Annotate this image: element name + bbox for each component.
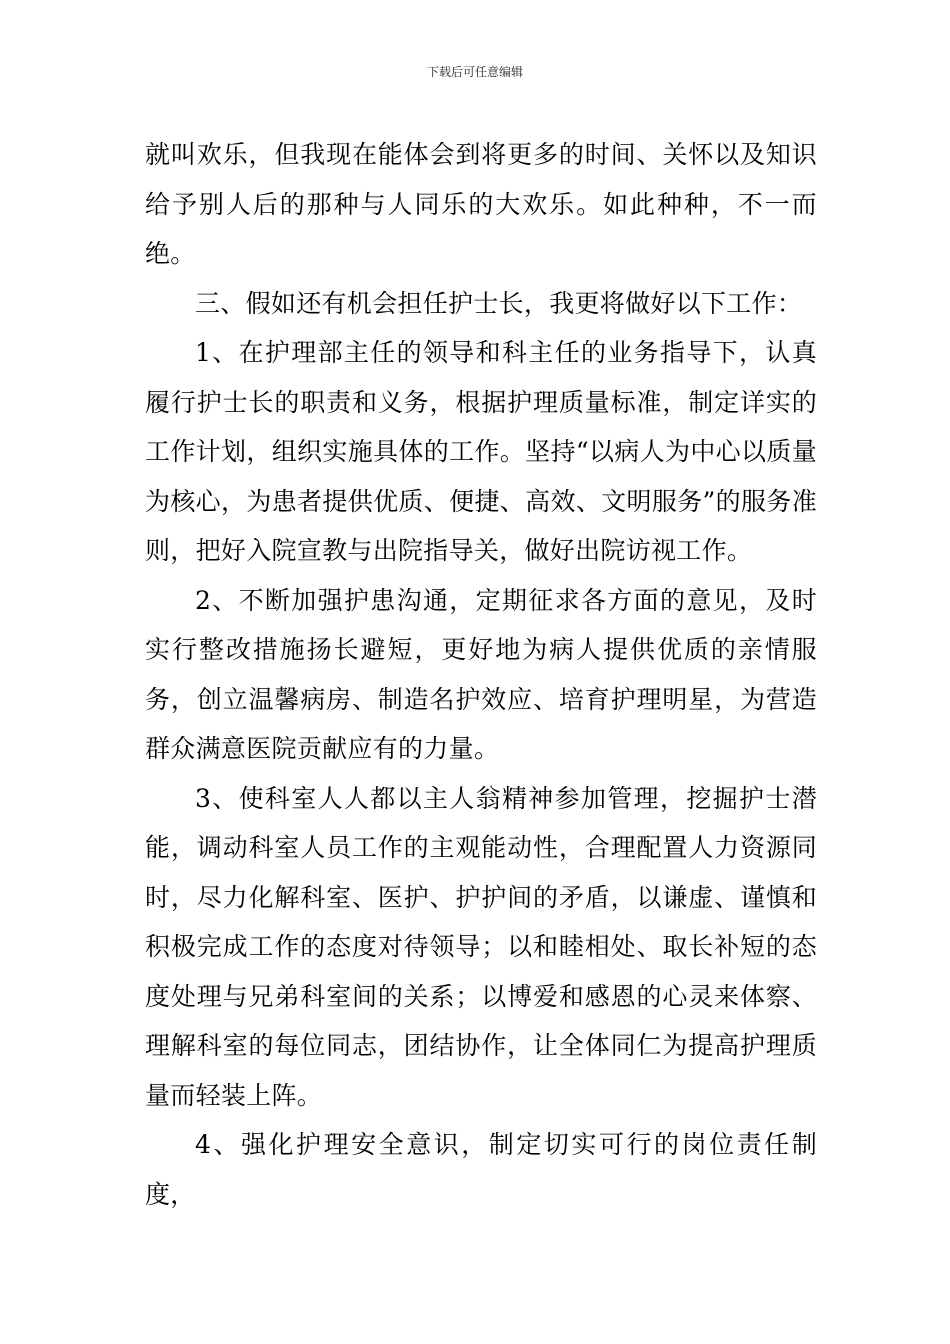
paragraph: 1、在护理部主任的领导和科主任的业务指导下，认真履行护士长的职责和义务，根据护理质量标准，制定详实的工作计划，组织实施具体的工作。坚持“以病人为中心以质量为核心，为患者提供优质、便捷、高效、文明服务”的服务准则，把好入院宣教与出院指导关，做好出院访视工作。 (145, 338, 817, 565)
page-header: 下载后可任意编辑 (426, 65, 523, 79)
paragraph: 4、强化护理安全意识，制定切实可行的岗位责任制度， (145, 1130, 817, 1209)
paragraph: 三、假如还有机会担任护士长，我更将做好以下工作： (195, 288, 803, 318)
paragraph: 2、不断加强护患沟通，定期征求各方面的意见，及时实行整改措施扬长避短，更好地为病人提供优质的亲情服务，创立温馨病房、制造名护效应、培育护理明星，为营造群众满意医院贡献应有的力量。 (145, 585, 817, 763)
paragraph: 3、使科室人人都以主人翁精神参加管理，挖掘护士潜能，调动科室人员工作的主观能动性，合理配置人力资源同时，尽力化解科室、医护、护护间的矛盾，以谦虚、谨慎和积极完成工作的态度对待领导；以和睦相处、取长补短的态度处理与兄弟科室间的关系；以博爱和感恩的心灵来体察、理解科室的每位同志，团结协作，让全体同仁为提高护理质量而轻装上阵。 (145, 783, 817, 1110)
paragraph: 就叫欢乐，但我现在能体会到将更多的时间、关怀以及知识给予别人后的那种与人同乐的大欢乐。如此种种，不一而绝。 (145, 140, 817, 268)
document-body (145, 130, 817, 1219)
